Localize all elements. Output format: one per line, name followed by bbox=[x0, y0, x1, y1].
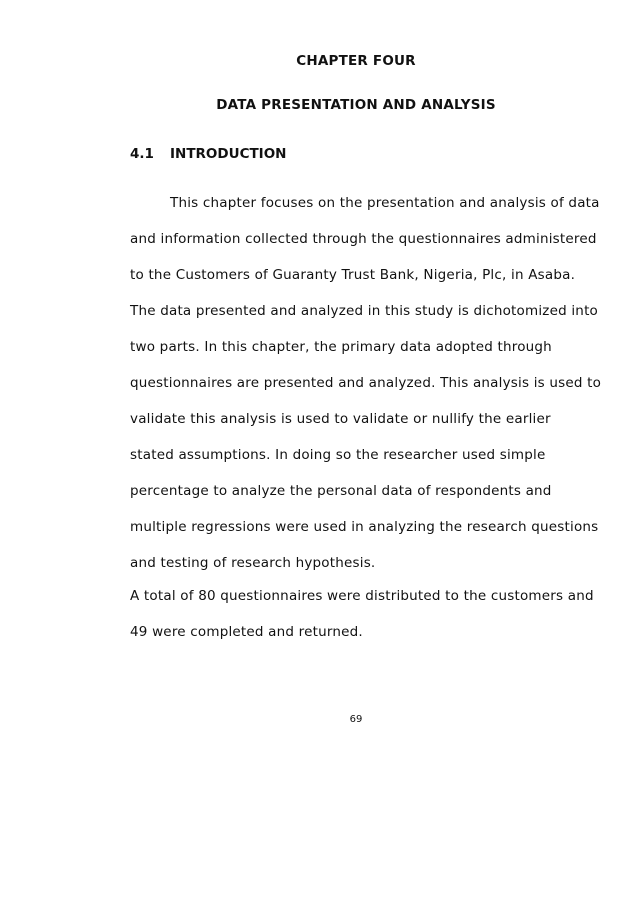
paragraph-line: two parts. In this chapter, the primary data adopted through bbox=[130, 339, 552, 355]
section-heading bbox=[130, 146, 286, 162]
paragraph-line: stated assumptions. In doing so the researcher used simple bbox=[130, 447, 546, 463]
paragraph-line: and testing of research hypothesis. bbox=[130, 555, 376, 571]
chapter-title: CHAPTER FOUR bbox=[296, 53, 416, 69]
section-title: DATA PRESENTATION AND ANALYSIS bbox=[216, 97, 496, 113]
section-number: 4.1 bbox=[130, 146, 154, 162]
paragraph-line: multiple regressions were used in analyzing the research questions bbox=[130, 519, 599, 535]
paragraph-line: percentage to analyze the personal data of respondents and bbox=[130, 483, 552, 499]
section-heading-label: INTRODUCTION bbox=[170, 146, 287, 162]
paragraph-line: questionnaires are presented and analyzed. This analysis is used to bbox=[130, 375, 602, 391]
paragraph-line: A total of 80 questionnaires were distributed to the customers and bbox=[130, 588, 594, 604]
page-number: 69 bbox=[349, 714, 363, 725]
questionnaire-paragraph bbox=[130, 578, 594, 650]
paragraph-line: This chapter focuses on the presentation and analysis of data bbox=[170, 195, 600, 211]
paragraph-line: validate this analysis is used to validate or nullify the earlier bbox=[130, 411, 551, 427]
paragraph-line: 49 were completed and returned. bbox=[130, 624, 363, 640]
introduction-paragraph bbox=[130, 185, 602, 581]
paragraph-line: and information collected through the questionnaires administered bbox=[130, 231, 597, 247]
paragraph-line: to the Customers of Guaranty Trust Bank, Nigeria, Plc, in Asaba. bbox=[130, 267, 576, 283]
paragraph-line: The data presented and analyzed in this study is dichotomized into bbox=[130, 303, 599, 319]
